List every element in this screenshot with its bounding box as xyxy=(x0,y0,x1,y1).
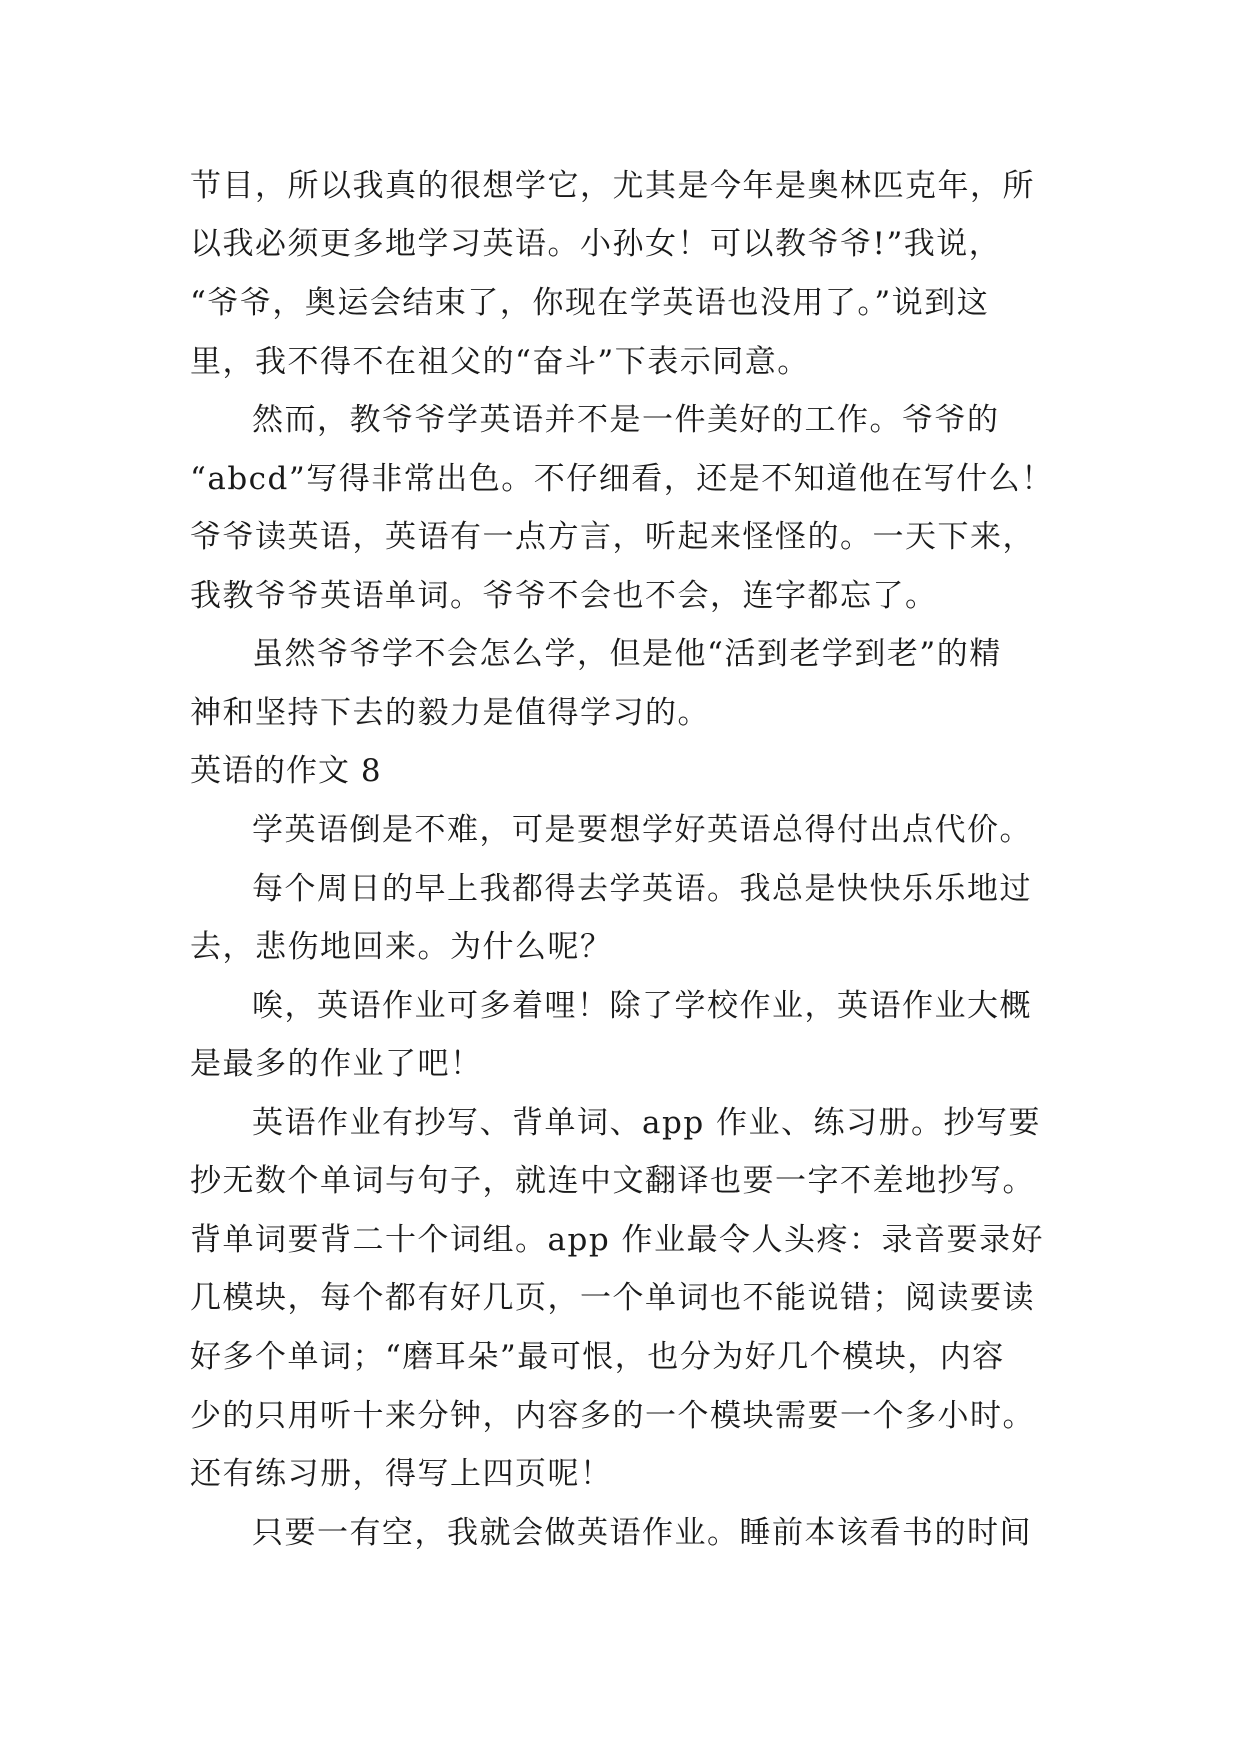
text-line: 去，悲伤地回来。为什么呢？ xyxy=(190,929,613,965)
text-line: 背单词要背二十个词组。app 作业最令人头疼：录音要录好 xyxy=(190,1222,1045,1258)
text-line: 抄无数个单词与句子，就连中文翻译也要一字不差地抄写。 xyxy=(190,1163,1035,1199)
text-line: 少的只用听十来分钟，内容多的一个模块需要一个多小时。 xyxy=(190,1398,1035,1434)
text-line: 里，我不得不在祖父的“奋斗”下表示同意。 xyxy=(190,344,810,380)
text-line: 是最多的作业了吧！ xyxy=(190,1046,483,1082)
paragraph-start-line: 英语作业有抄写、背单词、app 作业、练习册。抄写要 xyxy=(252,1105,1042,1141)
text-line: 节目，所以我真的很想学它，尤其是今年是奥林匹克年，所 xyxy=(190,168,1035,204)
text-line: 好多个单词；“磨耳朵”最可恨，也分为好几个模块，内容 xyxy=(190,1339,1005,1375)
paragraph-start-line: 每个周日的早上我都得去学英语。我总是快快乐乐地过 xyxy=(252,871,1032,907)
paragraph-start-line: 只要一有空，我就会做英语作业。睡前本该看书的时间 xyxy=(252,1515,1032,1551)
text-line: 几模块，每个都有好几页，一个单词也不能说错；阅读要读 xyxy=(190,1280,1035,1316)
text-line: 我教爷爷英语单词。爷爷不会也不会，连字都忘了。 xyxy=(190,578,938,614)
text-line: “abcd”写得非常出色。不仔细看，还是不知道他在写什么！ xyxy=(190,461,1054,497)
text-line: 爷爷读英语，英语有一点方言，听起来怪怪的。一天下来， xyxy=(190,519,1035,555)
text-line: “爷爷，奥运会结束了，你现在学英语也没用了。”说到这 xyxy=(190,285,990,321)
text-line: 以我必须更多地学习英语。小孙女！可以教爷爷!”我说， xyxy=(190,226,1002,262)
paragraph-start-line: 学英语倒是不难，可是要想学好英语总得付出点代价。 xyxy=(252,812,1032,848)
text-line: 神和坚持下去的毅力是值得学习的。 xyxy=(190,695,710,731)
text-line: 还有练习册，得写上四页呢！ xyxy=(190,1456,613,1492)
paragraph-start-line: 唉，英语作业可多着哩！除了学校作业，英语作业大概 xyxy=(252,988,1032,1024)
paragraph-start-line: 虽然爷爷学不会怎么学，但是他“活到老学到老”的精 xyxy=(252,636,1002,672)
section-heading: 英语的作文 8 xyxy=(190,753,382,789)
paragraph-start-line: 然而，教爷爷学英语并不是一件美好的工作。爷爷的 xyxy=(252,402,1000,438)
